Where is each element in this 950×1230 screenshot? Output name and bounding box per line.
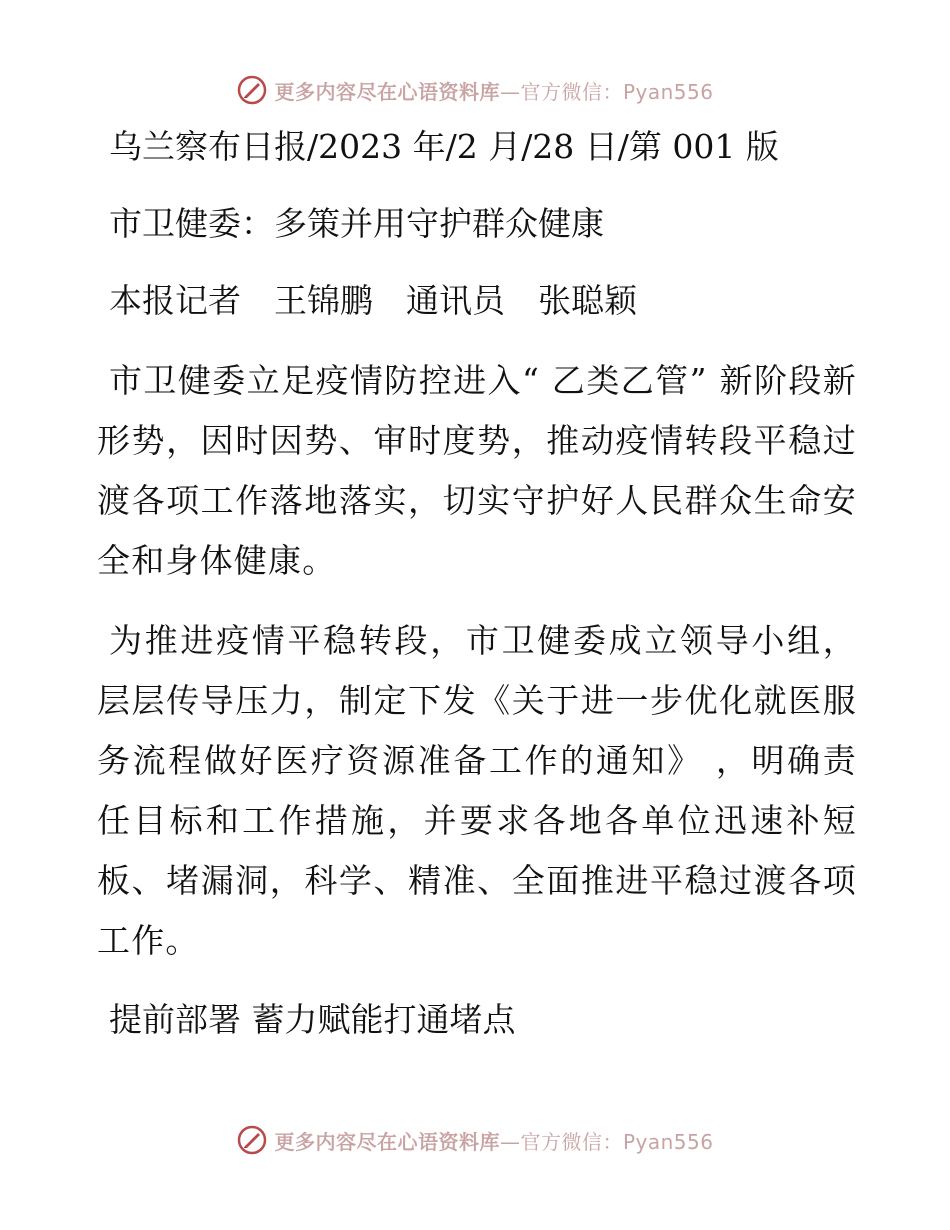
quill-logo-icon [236,74,268,106]
watermark-bottom [0,1120,950,1160]
watermark-brand: 更多内容尽在心语资料库 [274,79,500,104]
watermark-separator: — [499,79,521,104]
section-subheading: 提前部署 蓄力赋能打通堵点 [109,1000,516,1039]
paragraph-1: 市卫健委立足疫情防控进入“ 乙类乙管” 新阶段新形势，因时因势、审时度势，推动疫情转段平稳过渡各项工作落地落实，切实守护好人民群众生命安全和身体健康。 [97,361,857,580]
watermark-brand: 更多内容尽在心语资料库 [274,1129,500,1154]
watermark-separator: — [499,1129,521,1154]
quill-logo-icon [236,1124,268,1156]
byline: 本报记者 王锦鹏 通讯员 张聪颖 [109,281,637,320]
paragraph-2: 为推进疫情平稳转段，市卫健委成立领导小组，层层传导压力，制定下发《关于进一步优化就医服务流程做好医疗资源准备工作的通知》 ，明确责任目标和工作措施，并要求各地各单位迅速补短板、堵漏洞，科学、精准、全面推进平稳过渡各项工作。 [97,621,857,960]
watermark-contact: 官方微信：Pyan556 [520,1129,714,1154]
watermark-top [0,70,950,110]
article-body [97,118,857,1049]
dateline: 乌兰察布日报/2023 年/2 月/28 日/第 001 版 [109,127,779,166]
article-title: 市卫健委：多策并用守护群众健康 [109,204,604,243]
watermark-contact: 官方微信：Pyan556 [520,79,714,104]
